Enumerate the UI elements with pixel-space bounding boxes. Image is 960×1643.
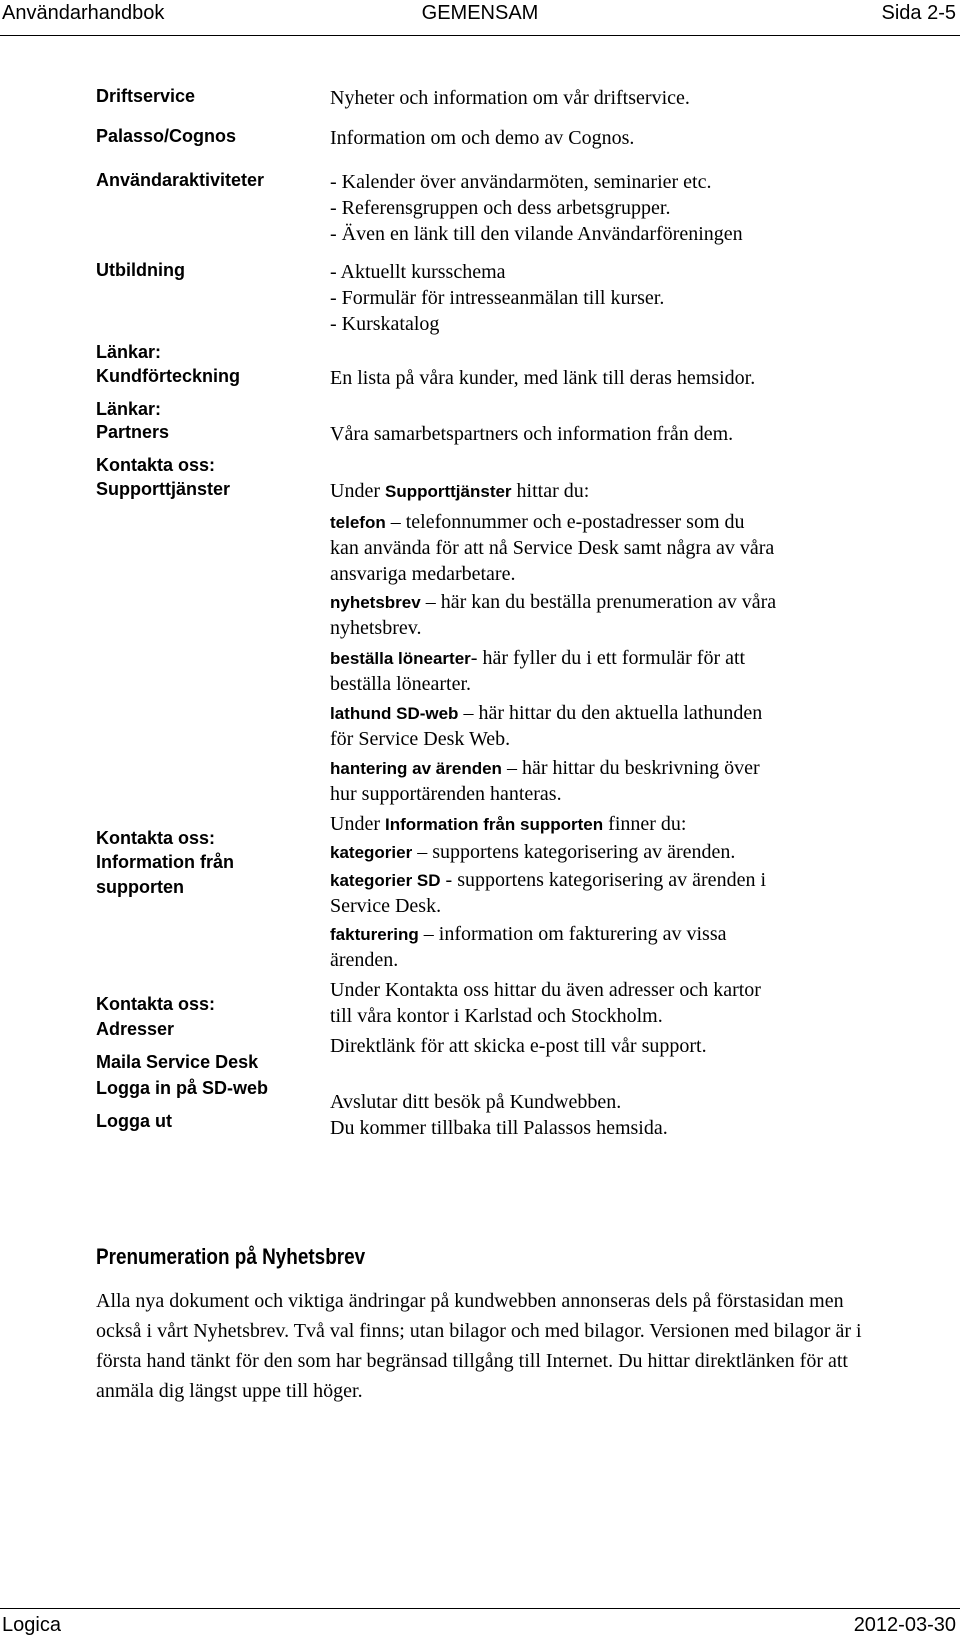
- footer-company: Logica: [2, 1614, 61, 1636]
- menu-label-anvandaraktiviteter: Användaraktiviteter: [96, 170, 265, 190]
- desc-telefon-2: kan använda för att nå Service Desk samt några av våra: [330, 537, 775, 559]
- menu-label-lankar-2: Länkar:: [96, 399, 162, 419]
- desc-logga-ut-1: Avslutar ditt besök på Kundwebben.: [330, 1091, 622, 1113]
- desc-nyhetsbrev-2: nyhetsbrev.: [330, 617, 422, 639]
- desc-partners: Våra samarbetspartners och information från dem.: [330, 423, 734, 445]
- newsletter-section: [96, 1244, 896, 1406]
- desc-info-intro: Under Information från supporten finner du:: [330, 813, 687, 835]
- desc-aktiviteter-1: - Kalender över användarmöten, seminarier etc.: [330, 171, 712, 193]
- desc-adresser-2: till våra kontor i Karlstad och Stockholm.: [330, 1005, 663, 1027]
- desc-fakturering-2: ärenden.: [330, 949, 399, 971]
- desc-fakturering: fakturering – information om fakturering av vissa: [330, 923, 727, 945]
- menu-label-information-fran: Information från: [96, 852, 234, 872]
- menu-label-driftservice: Driftservice: [96, 86, 196, 106]
- desc-kunder: En lista på våra kunder, med länk till deras hemsidor.: [330, 367, 756, 389]
- header-doc-title: Användarhandbok: [2, 2, 165, 24]
- desc-maila: Direktlänk för att skicka e-post till vår support.: [330, 1035, 707, 1057]
- footer-date: 2012-03-30: [853, 1614, 956, 1636]
- header-section: GEMENSAM: [421, 2, 539, 24]
- menu-label-kontakta-oss-2: Kontakta oss:: [96, 828, 216, 848]
- desc-aktiviteter-2: - Referensgruppen och dess arbetsgrupper.: [330, 197, 671, 219]
- header-rule: [0, 35, 960, 36]
- desc-lathund-2: för Service Desk Web.: [330, 728, 511, 750]
- desc-lathund: lathund SD-web – här hittar du den aktuella lathunden: [330, 702, 763, 724]
- menu-label-palasso-cognos: Palasso/Cognos: [96, 126, 237, 146]
- desc-telefon: telefon – telefonnummer och e-postadresser som du: [330, 511, 745, 533]
- header-page-number: Sida 2-5: [881, 2, 956, 24]
- desc-utbildning-3: - Kurskatalog: [330, 313, 440, 335]
- section-heading: Prenumeration på Nyhetsbrev: [96, 1244, 366, 1269]
- menu-label-kundforteckning: Kundförteckning: [96, 366, 240, 386]
- desc-adresser-1: Under Kontakta oss hittar du även adresser och kartor: [330, 979, 761, 1001]
- section-body: Alla nya dokument och viktiga ändringar på kundwebben annonseras dels på förstasidan men också i vårt Nyhetsbrev. Två val finns; utan bilagor och med bilagor. Versionen med bilagor är i första hand tänkt för den som har begränsad tillgång till Internet. Du hittar direktlänken för att anmäla dig längst uppe till höger.: [96, 1290, 862, 1402]
- desc-utbildning-2: - Formulär för intresseanmälan till kurser.: [330, 287, 665, 309]
- menu-label-kontakta-oss-1: Kontakta oss:: [96, 455, 216, 475]
- menu-label-kontakta-oss-3: Kontakta oss:: [96, 994, 216, 1014]
- desc-kategorier-sd: kategorier SD - supportens kategorisering av ärenden i: [330, 869, 766, 891]
- menu-label-maila-service-desk: Maila Service Desk: [96, 1052, 259, 1072]
- menu-label-partners: Partners: [96, 422, 170, 442]
- menu-label-lankar-1: Länkar:: [96, 342, 162, 362]
- menu-label-supporten: supporten: [96, 877, 184, 897]
- desc-logga-ut-2: Du kommer tillbaka till Palassos hemsida.: [330, 1117, 668, 1139]
- menu-label-adresser: Adresser: [96, 1019, 175, 1039]
- desc-support-intro: Under Supporttjänster hittar du:: [330, 480, 590, 502]
- menu-label-supporttjanster: Supporttjänster: [96, 479, 231, 499]
- desc-lonearter: beställa lönearter- här fyller du i ett formulär för att: [330, 647, 746, 669]
- desc-aktiviteter-3: - Även en länk till den vilande Användarföreningen: [330, 223, 743, 245]
- desc-nyhetsbrev: nyhetsbrev – här kan du beställa prenumeration av våra: [330, 591, 777, 613]
- menu-label-logga-in-sd-web: Logga in på SD-web: [96, 1078, 269, 1098]
- desc-kategorier-sd-2: Service Desk.: [330, 895, 442, 917]
- desc-hantering-2: hur supportärenden hanteras.: [330, 783, 562, 805]
- page-header: [0, 0, 960, 36]
- footer-rule: [0, 1608, 960, 1609]
- desc-kategorier: kategorier – supportens kategorisering av ärenden.: [330, 841, 736, 863]
- page-footer: [0, 1612, 960, 1642]
- desc-driftservice: Nyheter och information om vår driftservice.: [330, 87, 690, 109]
- desc-telefon-3: ansvariga medarbetare.: [330, 563, 516, 585]
- desc-lonearter-2: beställa lönearter.: [330, 673, 472, 695]
- menu-label-utbildning: Utbildning: [96, 260, 185, 280]
- desc-utbildning-1: - Aktuellt kursschema: [330, 261, 506, 283]
- menu-label-logga-ut: Logga ut: [96, 1111, 172, 1131]
- desc-hantering: hantering av ärenden – här hittar du beskrivning över: [330, 757, 760, 779]
- desc-cognos: Information om och demo av Cognos.: [330, 127, 635, 149]
